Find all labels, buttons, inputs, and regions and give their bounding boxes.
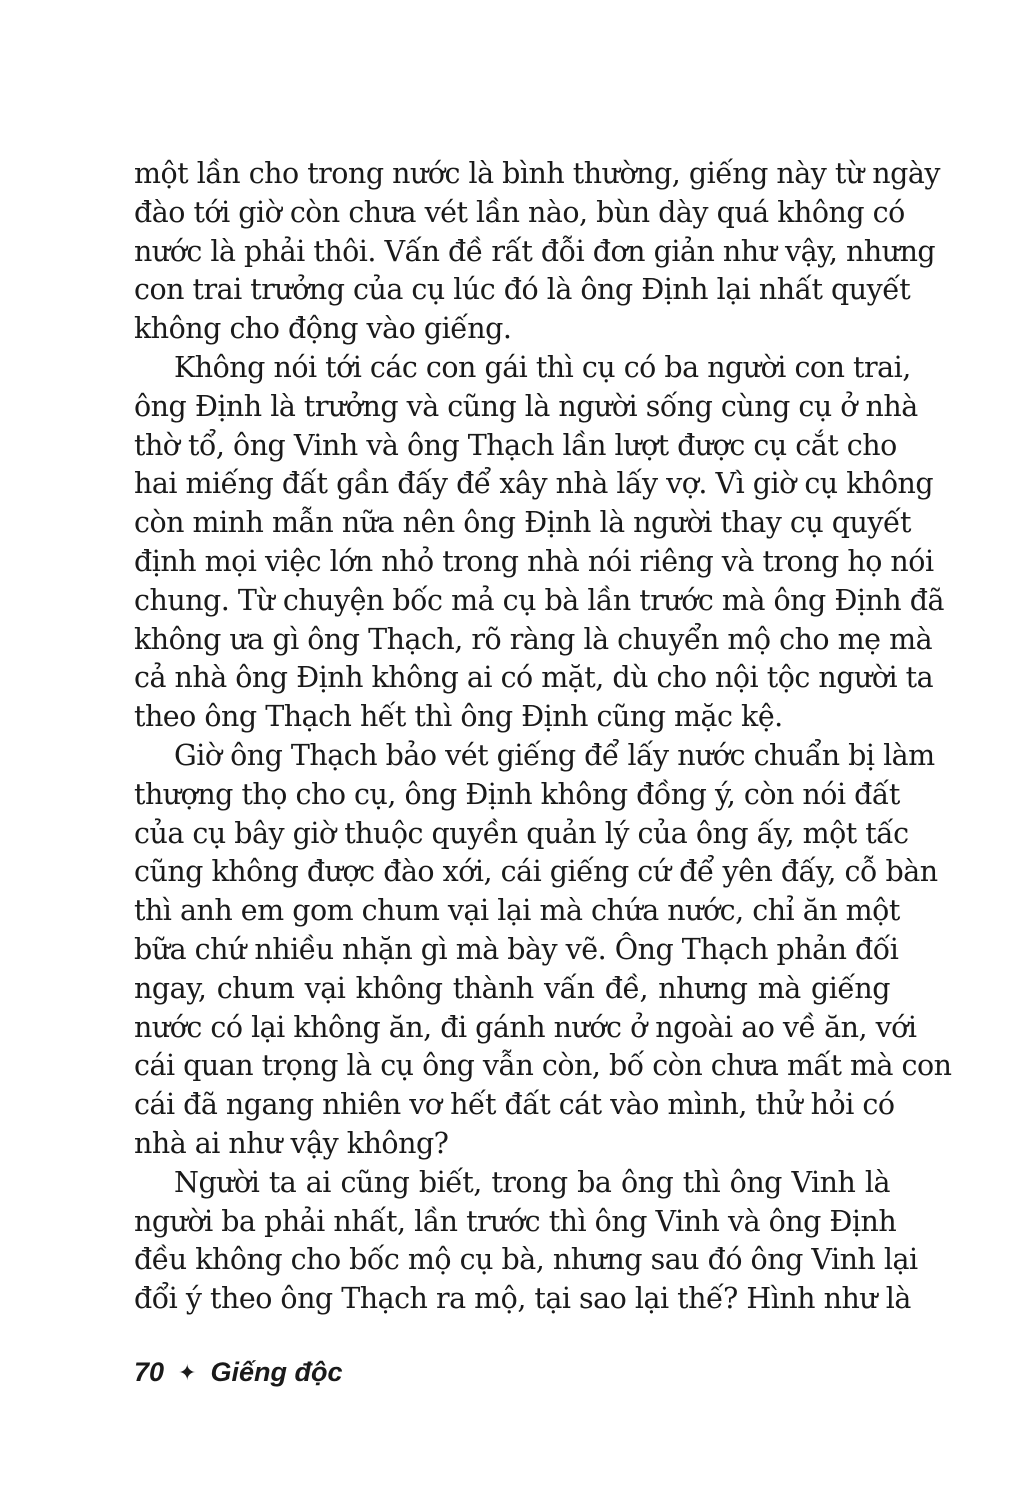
text-line: con trai trưởng của cụ lúc đó là ông Định lại nhất quyết <box>134 273 911 307</box>
text-line: định mọi việc lớn nhỏ trong nhà nói riêng và trong họ nói <box>134 544 934 578</box>
text-line: thượng thọ cho cụ, ông Định không đồng ý, còn nói đất <box>134 777 900 811</box>
page-footer <box>134 1357 343 1388</box>
text-line: ông Định là trưởng và cũng là người sống cùng cụ ở nhà <box>134 389 918 423</box>
text-line: cả nhà ông Định không ai có mặt, dù cho nội tộc người ta <box>134 661 934 695</box>
page-number: 70 <box>134 1357 165 1387</box>
text-line: thờ tổ, ông Vinh và ông Thạch lần lượt được cụ cắt cho <box>134 428 897 462</box>
text-line: thì anh em gom chum vại lại mà chứa nước, chỉ ăn một <box>134 894 900 928</box>
text-line: bữa chứ nhiều nhặn gì mà bày vẽ. Ông Thạch phản đối <box>134 932 899 966</box>
text-line: không ưa gì ông Thạch, rõ ràng là chuyển mộ cho mẹ mà <box>134 622 933 656</box>
text-line: một lần cho trong nước là bình thường, giếng này từ ngày <box>134 157 940 190</box>
text-line: đào tới giờ còn chưa vét lần nào, bùn dày quá không có <box>134 195 905 229</box>
text-line: nước có lại không ăn, đi gánh nước ở ngoài ao về ăn, với <box>134 1010 917 1044</box>
text-line: ngay, chum vại không thành vấn đề, nhưng mà giếng <box>134 971 890 1005</box>
text-line: còn minh mẫn nữa nên ông Định là người thay cụ quyết <box>134 506 911 540</box>
body-text <box>134 155 952 1319</box>
text-line: người ba phải nhất, lần trước thì ông Vinh và ông Định <box>134 1204 897 1238</box>
text-line: Không nói tới các con gái thì cụ có ba người con trai, <box>174 350 911 384</box>
running-title: Giếng độc <box>210 1357 343 1387</box>
text-line: nhà ai như vậy không? <box>134 1126 449 1160</box>
text-line: Người ta ai cũng biết, trong ba ông thì ông Vinh là <box>174 1165 890 1199</box>
text-line: không cho động vào giếng. <box>134 312 512 346</box>
text-line: cũng không được đào xới, cái giếng cứ để yên đấy, cỗ bàn <box>134 855 938 889</box>
four-pointed-star-icon: ✦ <box>178 1359 197 1385</box>
text-line: đều không cho bốc mộ cụ bà, nhưng sau đó ông Vinh lại <box>134 1243 918 1277</box>
text-line: chung. Từ chuyện bốc mả cụ bà lần trước mà ông Định đã <box>134 583 944 617</box>
text-line: theo ông Thạch hết thì ông Định cũng mặc kệ. <box>134 700 783 734</box>
text-line: của cụ bây giờ thuộc quyền quản lý của ông ấy, một tấc <box>134 816 909 850</box>
text-line: cái đã ngang nhiên vơ hết đất cát vào mình, thử hỏi có <box>134 1088 895 1122</box>
text-line: Giờ ông Thạch bảo vét giếng để lấy nước chuẩn bị làm <box>174 738 935 772</box>
text-line: đổi ý theo ông Thạch ra mộ, tại sao lại thế? Hình như là <box>134 1282 911 1316</box>
text-line: hai miếng đất gần đấy để xây nhà lấy vợ. Vì giờ cụ không <box>134 467 934 501</box>
text-line: nước là phải thôi. Vấn đề rất đỗi đơn giản như vậy, nhưng <box>134 234 936 268</box>
text-line: cái quan trọng là cụ ông vẫn còn, bố còn chưa mất mà con <box>134 1049 952 1083</box>
